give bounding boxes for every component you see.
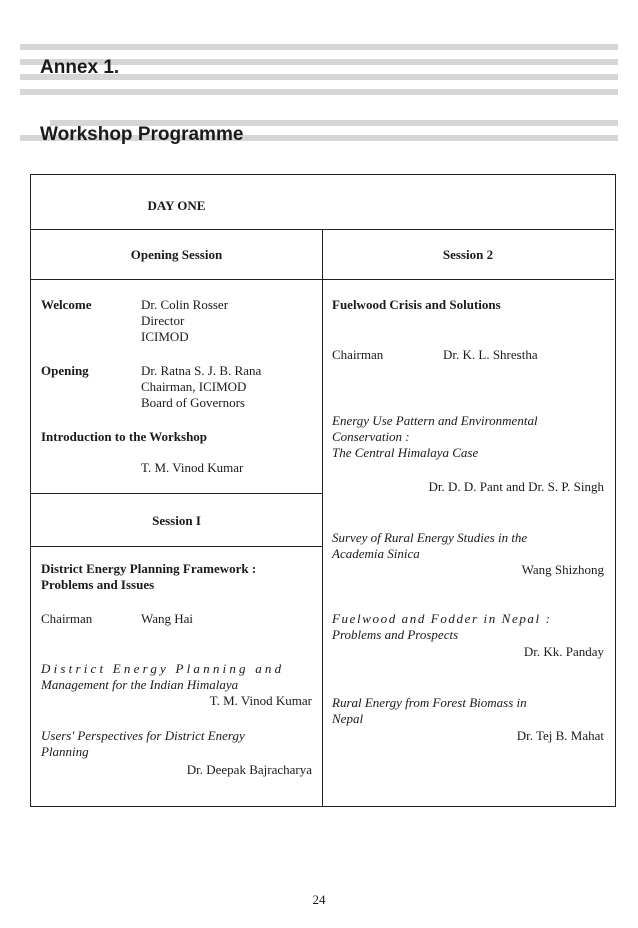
intro-label: Introduction to the Workshop: [41, 429, 208, 444]
right-paper4-title-line1: Rural Energy from Forest Biomass in: [332, 695, 527, 710]
right-paper2-title-line2: Academia Sinica: [332, 546, 420, 561]
right-paper3-title-line1: Fuelwood and Fodder in Nepal :: [332, 611, 552, 626]
session1-chair-label: Chairman: [41, 611, 93, 626]
session1-topic-line2: Problems and Issues: [41, 577, 155, 592]
programme-title: Workshop Programme: [40, 124, 244, 145]
opening-title-1: Chairman, ICIMOD: [141, 379, 247, 394]
welcome-label: Welcome: [41, 297, 92, 312]
session2-topic: Fuelwood Crisis and Solutions: [332, 297, 501, 312]
left-paper1-title-line1: District Energy Planning and: [41, 661, 285, 676]
session1-topic-line1: District Energy Planning Framework :: [41, 561, 257, 576]
day-label: DAY ONE: [147, 198, 206, 213]
welcome-name: Dr. Colin Rosser: [141, 297, 229, 312]
opening-title-2: Board of Governors: [141, 395, 245, 410]
page-number: 24: [312, 892, 326, 907]
divider: [31, 546, 322, 547]
welcome-title-2: ICIMOD: [141, 329, 189, 344]
programme-table: [30, 174, 616, 807]
right-paper1-title-line1: Energy Use Pattern and Environmental: [332, 413, 538, 428]
session2-heading: Session 2: [442, 247, 494, 262]
session1-chair-name: Wang Hai: [141, 611, 194, 626]
right-paper1-title-line3: The Central Himalaya Case: [332, 445, 479, 460]
opening-label: Opening: [41, 363, 89, 378]
right-paper4-title-line2: Nepal: [332, 711, 364, 726]
opening-name: Dr. Ratna S. J. B. Rana: [141, 363, 262, 378]
session2-chair-label: Chairman: [332, 347, 384, 362]
left-paper2-title-line1: Users' Perspectives for District Energy: [41, 728, 245, 743]
right-paper1-title-line2: Conservation :: [332, 429, 410, 444]
right-paper2-title-line1: Survey of Rural Energy Studies in the: [332, 530, 528, 545]
intro-name: T. M. Vinod Kumar: [141, 460, 244, 475]
divider: [322, 229, 323, 806]
right-paper2-author: Wang Shizhong: [521, 562, 604, 577]
divider: [31, 493, 322, 494]
right-paper1-author: Dr. D. D. Pant and Dr. S. P. Singh: [428, 479, 604, 494]
left-paper2-author: Dr. Deepak Bajracharya: [186, 762, 312, 777]
right-paper4-author: Dr. Tej B. Mahat: [516, 728, 604, 743]
left-paper2-title-line2: Planning: [41, 744, 89, 759]
opening-session-heading: Opening Session: [130, 247, 223, 262]
annex-title: Annex 1.: [40, 57, 120, 78]
welcome-title-1: Director: [141, 313, 185, 328]
left-paper1-author: T. M. Vinod Kumar: [209, 693, 312, 708]
session2-chair-name: Dr. K. L. Shrestha: [443, 347, 538, 362]
session1-heading: Session I: [152, 513, 201, 528]
right-paper3-author: Dr. Kk. Panday: [523, 644, 604, 659]
right-paper3-title-line2: Problems and Prospects: [332, 627, 459, 642]
left-paper1-title-line2: Management for the Indian Himalaya: [41, 677, 239, 692]
